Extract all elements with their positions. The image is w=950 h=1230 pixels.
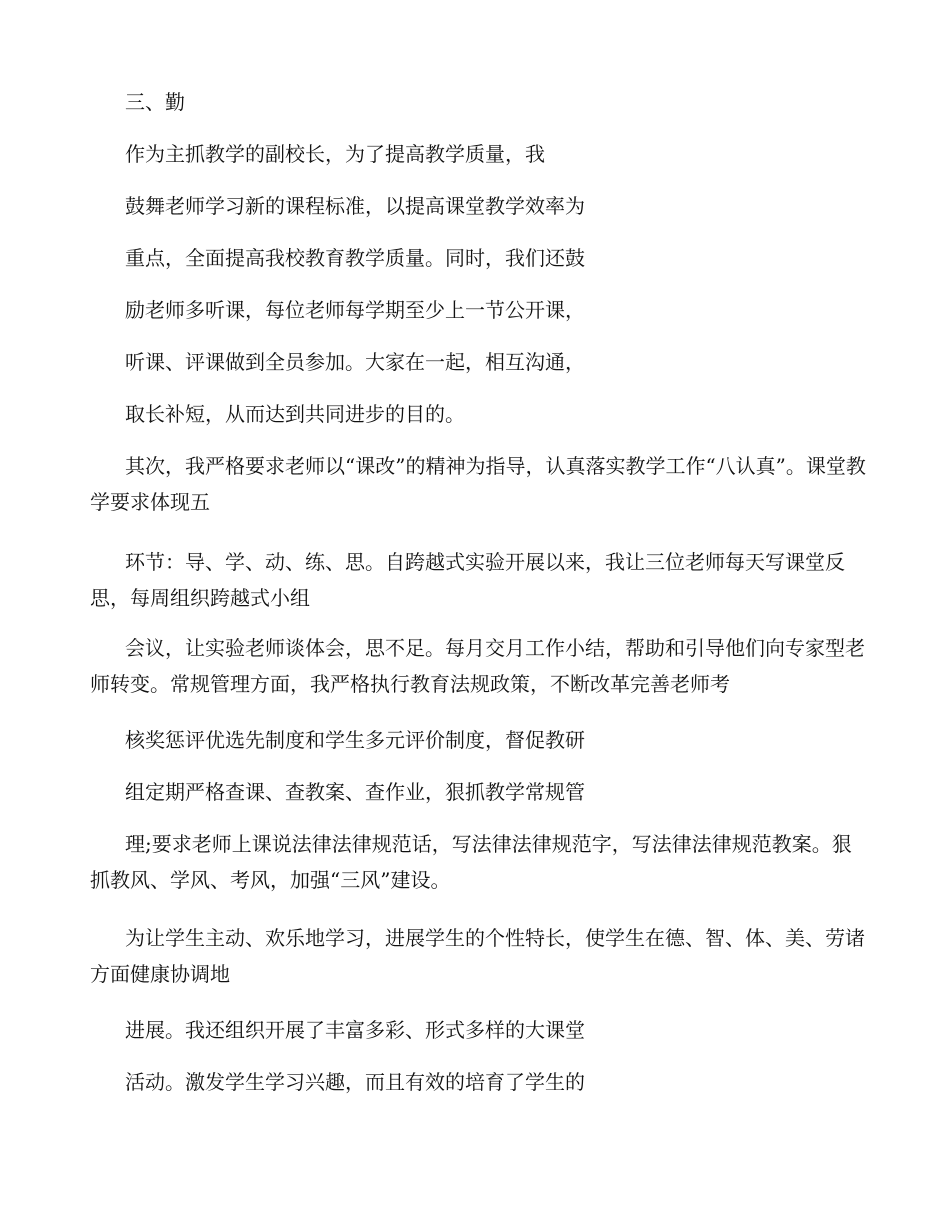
paragraph: 会议，让实验老师谈体会，思不足。每月交月工作小结，帮助和引导他们向专家型老师转变。常规管理方面，我严格执行教育法规政策，不断改革完善老师考 — [90, 636, 865, 696]
text-line: 活动。激发学生学习兴趣，而且有效的培育了学生的 — [125, 1070, 585, 1094]
paragraph: 理;要求老师上课说法律法律规范话，写法律法律规范字，写法律法律规范教案。狠抓教风、学风、考风，加强“三风”建设。 — [90, 832, 852, 892]
text-line: 取长补短，从而达到共同进步的目的。 — [125, 402, 465, 426]
section-heading: 三、勤 — [125, 90, 185, 114]
text-line: 听课、评课做到全员参加。大家在一起，相互沟通， — [125, 350, 585, 374]
paragraph: 环节：导、学、动、练、思。自跨越式实验开展以来，我让三位老师每天写课堂反思，每周组织跨越式小组 — [90, 550, 845, 610]
paragraph: 其次，我严格要求老师以“课改”的精神为指导，认真落实教学工作“八认真”。课堂教学要求体现五 — [90, 454, 866, 514]
text-line: 励老师多听课，每位老师每学期至少上一节公开课， — [125, 298, 585, 322]
paragraph: 为让学生主动、欢乐地学习，进展学生的个性特长，使学生在德、智、体、美、劳诸方面健康协调地 — [90, 926, 865, 986]
text-line: 鼓舞老师学习新的课程标准，以提高课堂教学效率为 — [125, 194, 585, 218]
text-line: 重点，全面提高我校教育教学质量。同时，我们还鼓 — [125, 246, 585, 270]
text-line: 作为主抓教学的副校长，为了提高教学质量，我 — [125, 142, 545, 166]
text-line: 核奖惩评优选先制度和学生多元评价制度，督促教研 — [125, 728, 585, 752]
text-line: 组定期严格查课、查教案、查作业，狠抓教学常规管 — [125, 780, 585, 804]
text-line: 进展。我还组织开展了丰富多彩、形式多样的大课堂 — [125, 1018, 585, 1042]
